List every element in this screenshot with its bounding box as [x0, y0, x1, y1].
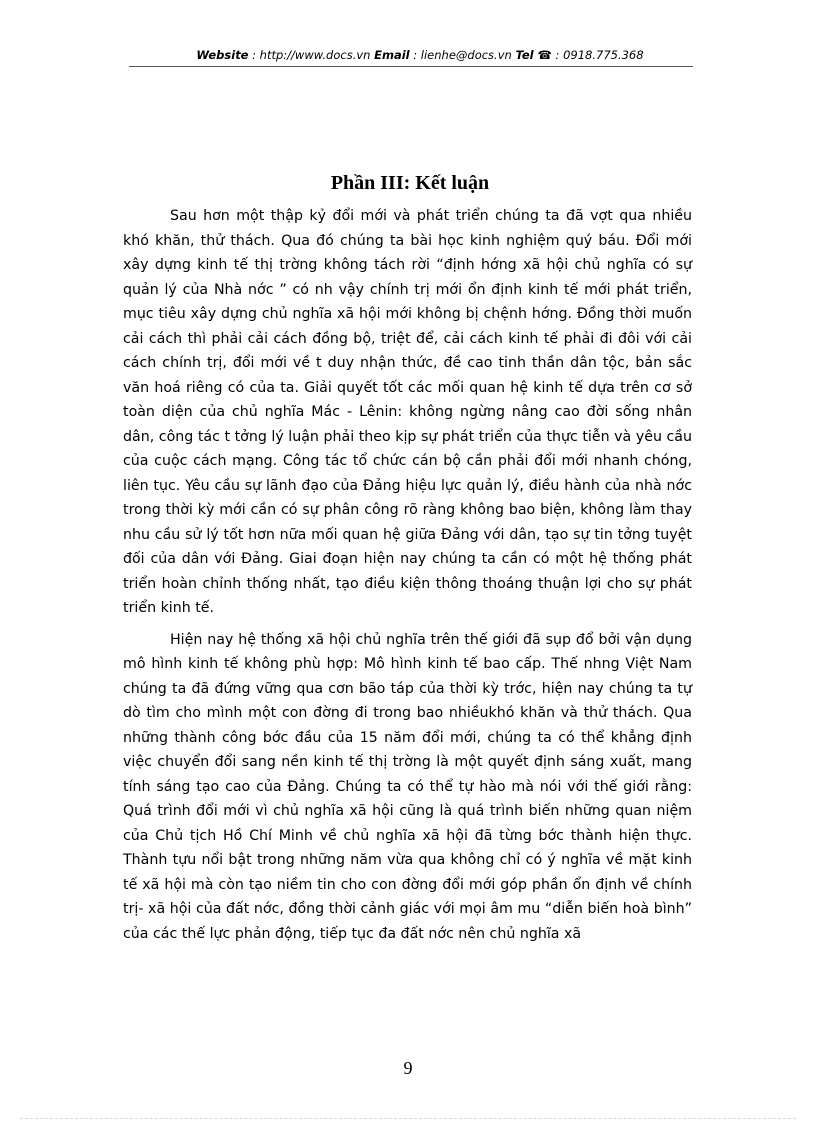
website-value: : http://www.docs.vn	[248, 48, 375, 62]
tel-label: Tel ☎	[515, 48, 552, 62]
section-title: Phần III: Kết luận	[330, 172, 490, 194]
paragraph-1: Sau hơn một thập kỷ đổi mới và phát triển chúng ta đã vợt qua nhiều khó khăn, thử thách. Qua đó chúng ta bài học kinh nghiệm quý báu. Đổi mới xây dựng kinh tế thị trờng không tách rời “định hớng xã hội chủ nghĩa có sự quản lý của Nhà nớc ” có nh vậy chính trị mới ổn định kinh tế mới phát triển, mục tiêu xây dựng chủ nghĩa xã hội mới không bị chệnh hớng. Đồng thời muốn cải cách thì phải cải cách đồng bộ, triệt để, cải cách kinh tế phải đi đôi với cải cách chính trị, đổi mới về t duy nhận thức, đề cao tinh thần dân tộc, bản sắc văn hoá riêng có của ta. Giải quyết tốt các mối quan hệ kinh tế dựa trên cơ sở toàn diện của chủ nghĩa Mác - Lênin: không ngừng nâng cao đời sống nhân dân, công tác t tởng lý luận phải theo kịp sự phát triển của thực tiễn và yêu cầu của cuộc cách mạng. Công tác tổ chức cán bộ cần phải đổi mới nhanh chóng, liên tục. Yêu cầu sự lãnh đạo của Đảng hiệu lực quản lý, điều hành của nhà nớc trong thời kỳ mới cần có sự phân công rõ ràng không bao biện, không làm thay nhu cầu sử lý tốt hơn nữa mối quan hệ giữa Đảng với dân, tạo sự tin tởng tuyệt đối của dân với Đảng. Giai đoạn hiện nay chúng ta cần có một hệ thống phát triển hoàn chỉnh thống nhất, tạo điều kiện thông thoáng thuận lợi cho sự phát triển kinh tế.	[123, 208, 692, 616]
page-bottom-divider	[20, 1118, 796, 1119]
tel-value: : 0918.775.368	[551, 48, 644, 62]
page-header	[150, 48, 690, 62]
email-value: : lienhe@docs.vn	[409, 48, 516, 62]
email-label: Email	[374, 48, 410, 62]
website-label: Website	[196, 48, 249, 62]
page-number: 9	[403, 1058, 413, 1078]
header-divider	[129, 66, 693, 67]
paragraph-2: Hiện nay hệ thống xã hội chủ nghĩa trên thế giới đã sụp đổ bởi vận dụng mô hình kinh tế không phù hợp: Mô hình kinh tế bao cấp. Thế nhng Việt Nam chúng ta đã đứng vững qua cơn bão táp của thời kỳ trớc, hiện nay chúng ta tự dò tìm cho mình một con đờng đi trong bao nhiềukhó khăn và thử thách. Qua những thành công bớc đầu của 15 năm đổi mới, chúng ta có thể khẳng định việc chuyển đổi sang nền kinh tế thị trờng là một quyết định sáng xuất, mang tính sáng tạo cao của Đảng. Chúng ta có thể tự hào mà nói với thế giới rằng: Quá trình đổi mới vì chủ nghĩa xã hội cũng là quá trình biến những quan niệm của Chủ tịch Hồ Chí Minh về chủ nghĩa xã hội đã từng bớc thành hiện thực. Thành tựu nổi bật trong những năm vừa qua không chỉ có ý nghĩa về mặt kinh tế xã hội mà còn tạo niềm tin cho con đờng đổi mới góp phần ổn định về chính trị- xã hội của đất nớc, đồng thời cảnh giác với mọi âm mu “diễn biến hoà bình” của các thế lực phản động, tiếp tục đa đất nớc nên chủ nghĩa xã	[123, 631, 692, 942]
body-text	[123, 204, 692, 946]
